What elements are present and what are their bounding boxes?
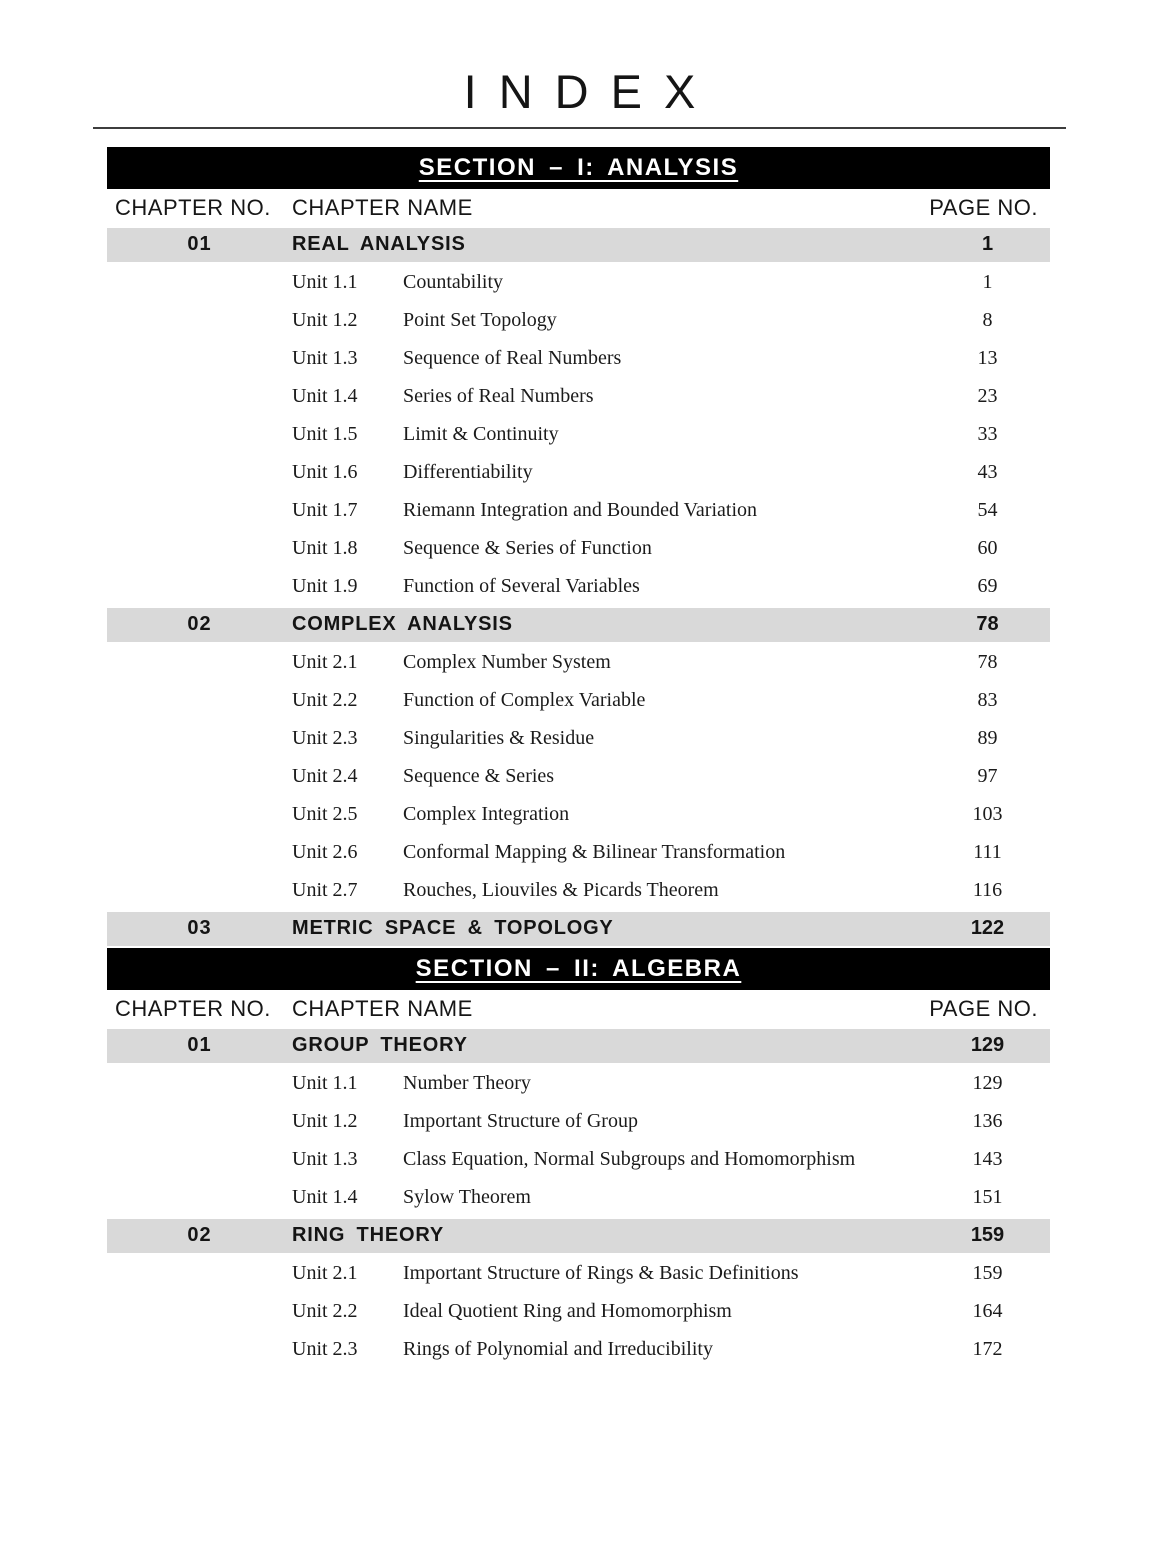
unit-page: 43: [977, 461, 998, 484]
unit-title: Conformal Mapping & Bilinear Transformation: [403, 841, 786, 864]
unit-label: Unit 2.2: [292, 1300, 358, 1323]
chapter-row: [107, 228, 1050, 262]
unit-row: [107, 416, 1050, 454]
unit-page: 151: [972, 1186, 1003, 1209]
chapter-row: [107, 1219, 1050, 1253]
chapter-page: 159: [970, 1224, 1005, 1247]
unit-row: [107, 720, 1050, 758]
unit-page: 60: [977, 537, 998, 560]
unit-label: Unit 1.3: [292, 347, 358, 370]
unit-label: Unit 1.7: [292, 499, 358, 522]
unit-row: [107, 872, 1050, 910]
page-title: INDEX: [463, 65, 718, 118]
unit-title: Function of Complex Variable: [403, 689, 646, 712]
unit-row: [107, 1141, 1050, 1179]
unit-title: Countability: [403, 271, 503, 294]
unit-page: 69: [977, 575, 998, 598]
unit-title: Important Structure of Group: [403, 1110, 638, 1133]
unit-page: 172: [972, 1338, 1003, 1361]
chapter-name: GROUP THEORY: [292, 1034, 468, 1057]
chapter-page: 78: [976, 613, 999, 636]
section-banner: [107, 147, 1050, 189]
unit-label: Unit 2.7: [292, 879, 358, 902]
unit-row: [107, 682, 1050, 720]
unit-row: [107, 530, 1050, 568]
chapter-row: [107, 1029, 1050, 1063]
unit-row: [107, 568, 1050, 606]
chapter-number: 01: [187, 1034, 212, 1057]
section-banner-title: SECTION – II: ALGEBRA: [415, 954, 742, 982]
unit-label: Unit 2.2: [292, 689, 358, 712]
unit-title: Complex Number System: [403, 651, 611, 674]
unit-label: Unit 1.6: [292, 461, 358, 484]
chapter-row: [107, 912, 1050, 946]
header-page-no: PAGE NO.: [929, 996, 1038, 1022]
unit-page: 33: [977, 423, 998, 446]
unit-label: Unit 1.1: [292, 1072, 358, 1095]
unit-title: Differentiability: [403, 461, 533, 484]
unit-page: 8: [982, 309, 993, 332]
unit-label: Unit 1.2: [292, 1110, 358, 1133]
unit-row: [107, 264, 1050, 302]
unit-row: [107, 378, 1050, 416]
section-banner-title: SECTION – I: ANALYSIS: [418, 153, 739, 181]
unit-page: 159: [972, 1262, 1003, 1285]
chapter-name: METRIC SPACE & TOPOLOGY: [292, 917, 614, 940]
unit-page: 164: [972, 1300, 1003, 1323]
unit-row: [107, 1103, 1050, 1141]
header-page-no: PAGE NO.: [929, 195, 1038, 221]
unit-page: 97: [977, 765, 998, 788]
unit-row: [107, 492, 1050, 530]
unit-row: [107, 644, 1050, 682]
header-chapter-name: CHAPTER NAME: [292, 996, 473, 1022]
unit-page: 54: [977, 499, 998, 522]
chapter-page: 1: [981, 233, 994, 256]
chapter-number: 02: [187, 1224, 212, 1247]
unit-title: Complex Integration: [403, 803, 570, 826]
unit-row: [107, 796, 1050, 834]
unit-title: Important Structure of Rings & Basic Definitions: [403, 1262, 799, 1285]
unit-row: [107, 834, 1050, 872]
unit-title: Point Set Topology: [403, 309, 557, 332]
unit-title: Sequence of Real Numbers: [403, 347, 622, 370]
unit-title: Sylow Theorem: [403, 1186, 531, 1209]
unit-row: [107, 1331, 1050, 1369]
unit-label: Unit 1.1: [292, 271, 358, 294]
unit-label: Unit 2.1: [292, 651, 358, 674]
column-header-row: [107, 191, 1050, 226]
chapter-name: RING THEORY: [292, 1224, 444, 1247]
unit-title: Class Equation, Normal Subgroups and Homomorphism: [403, 1148, 856, 1171]
unit-row: [107, 758, 1050, 796]
unit-label: Unit 1.9: [292, 575, 358, 598]
unit-page: 111: [973, 841, 1002, 864]
unit-title: Limit & Continuity: [403, 423, 559, 446]
unit-page: 23: [977, 385, 998, 408]
header-chapter-no: CHAPTER NO.: [115, 195, 271, 221]
unit-label: Unit 2.3: [292, 727, 358, 750]
unit-label: Unit 1.5: [292, 423, 358, 446]
header-chapter-no: CHAPTER NO.: [115, 996, 271, 1022]
unit-title: Sequence & Series: [403, 765, 555, 788]
unit-label: Unit 1.8: [292, 537, 358, 560]
unit-row: [107, 454, 1050, 492]
chapter-number: 01: [187, 233, 212, 256]
unit-row: [107, 1179, 1050, 1217]
unit-row: [107, 302, 1050, 340]
unit-label: Unit 2.6: [292, 841, 358, 864]
unit-page: 103: [972, 803, 1003, 826]
title-divider: [93, 127, 1066, 129]
unit-title: Rings of Polynomial and Irreducibility: [403, 1338, 713, 1361]
unit-page: 136: [972, 1110, 1003, 1133]
unit-label: Unit 1.4: [292, 1186, 358, 1209]
unit-label: Unit 2.1: [292, 1262, 358, 1285]
unit-row: [107, 1293, 1050, 1331]
chapter-row: [107, 608, 1050, 642]
unit-label: Unit 2.4: [292, 765, 358, 788]
unit-page: 143: [972, 1148, 1003, 1171]
toc-table: [107, 147, 1050, 1369]
unit-title: Function of Several Variables: [403, 575, 640, 598]
unit-row: [107, 340, 1050, 378]
section-banner: [107, 948, 1050, 990]
column-header-row: [107, 992, 1050, 1027]
unit-label: Unit 1.2: [292, 309, 358, 332]
unit-title: Sequence & Series of Function: [403, 537, 652, 560]
unit-page: 13: [977, 347, 998, 370]
unit-title: Singularities & Residue: [403, 727, 595, 750]
unit-page: 1: [982, 271, 993, 294]
unit-title: Ideal Quotient Ring and Homomorphism: [403, 1300, 732, 1323]
unit-label: Unit 1.3: [292, 1148, 358, 1171]
chapter-name: COMPLEX ANALYSIS: [292, 613, 513, 636]
unit-label: Unit 2.3: [292, 1338, 358, 1361]
unit-label: Unit 2.5: [292, 803, 358, 826]
unit-page: 83: [977, 689, 998, 712]
chapter-name: REAL ANALYSIS: [292, 233, 466, 256]
chapter-number: 03: [187, 917, 212, 940]
unit-title: Number Theory: [403, 1072, 531, 1095]
unit-title: Riemann Integration and Bounded Variation: [403, 499, 757, 522]
header-chapter-name: CHAPTER NAME: [292, 195, 473, 221]
unit-label: Unit 1.4: [292, 385, 358, 408]
unit-page: 116: [972, 879, 1003, 902]
unit-title: Series of Real Numbers: [403, 385, 594, 408]
chapter-page: 122: [970, 917, 1005, 940]
unit-page: 78: [977, 651, 998, 674]
index-page: [0, 66, 1159, 1566]
unit-title: Rouches, Liouviles & Picards Theorem: [403, 879, 719, 902]
chapter-page: 129: [970, 1034, 1005, 1057]
unit-page: 89: [977, 727, 998, 750]
unit-row: [107, 1065, 1050, 1103]
chapter-number: 02: [187, 613, 212, 636]
unit-row: [107, 1255, 1050, 1293]
unit-page: 129: [972, 1072, 1003, 1095]
